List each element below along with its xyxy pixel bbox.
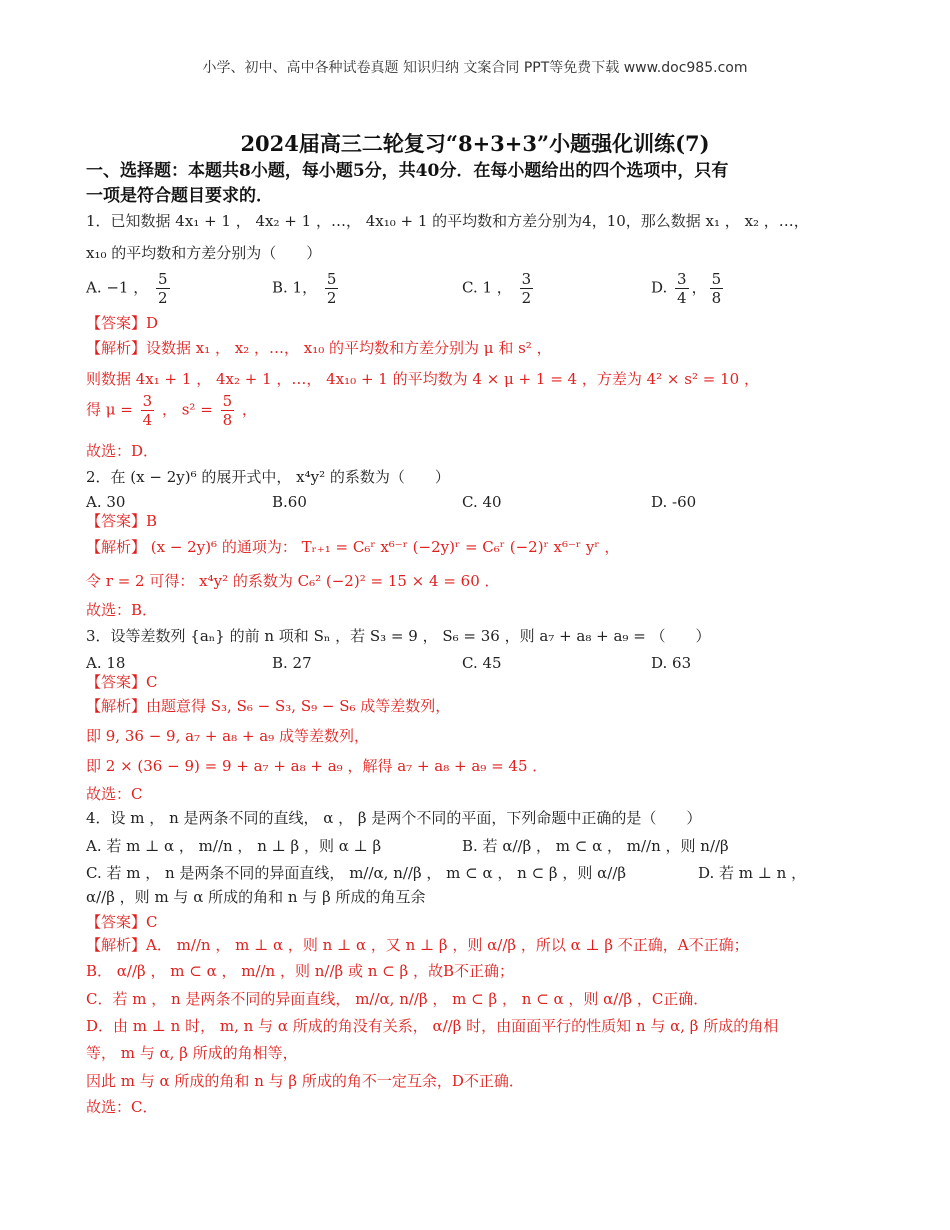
q1-exp3-num-2: 5 [222,392,233,410]
q4-explanation-line2: B． α//β ， m ⊂ α ， m//n ，则 n//β 或 n ⊂ β ，故B不正确； [86,962,514,980]
q4-explanation-line5: 等， m 与 α, β 所成的角相等， [86,1044,298,1062]
q3-answer: 【答案】C [86,673,158,691]
q1-exp3-fraction-1 [141,392,155,429]
q4-answer: 【答案】C [86,913,158,931]
section-heading-line1: 一、选择题：本题共8小题，每小题5分，共40分．在每小题给出的四个选项中，只有 [86,161,729,181]
q2-stem: 2．在 (x − 2y)⁶ 的展开式中， x⁴y² 的系数为（ ） [86,468,450,486]
q2-option-a: A. 30 [86,493,126,511]
q1-option-d-den-2: 8 [711,289,722,307]
q1-option-c-fraction [520,270,534,307]
q4-explanation-line1: 【解析】A． m//n ， m ⊥ α ，则 n ⊥ α ，又 n ⊥ β ，则 α//β ，所以 α ⊥ β 不正确，A不正确； [86,936,749,954]
q1-option-a-fraction [156,270,170,307]
q3-option-c: C. 45 [462,654,502,672]
q1-explanation-line3 [86,392,257,429]
q1-option-d-num-1: 3 [677,270,687,288]
q3-option-d: D. 63 [651,654,692,672]
q4-stem: 4．设 m ， n 是两条不同的直线， α ， β 是两个不同的平面，下列命题中正确的是（ ） [86,809,702,827]
q1-exp3-fraction-2 [221,392,235,429]
q1-exp3-den-1: 4 [142,411,153,429]
q3-explanation-line3: 即 2 × (36 − 9) = 9 + a₇ + a₈ + a₉ ，解得 a₇ + a₈ + a₉ = 45 ． [86,757,548,775]
q1-answer: 【答案】D [86,314,159,332]
q2-option-d: D. -60 [651,493,697,511]
q1-stem-line1: 1．已知数据 4x₁ + 1 ， 4x₂ + 1 ，…， 4x₁₀ + 1 的平均数和方差分别为4，10，那么数据 x₁ ， x₂ ，…， [86,212,809,230]
q4-conclusion: 故选：C． [86,1098,158,1116]
q1-option-d-den-1: 4 [677,289,687,307]
q2-explanation-line2: 令 r = 2 可得： x⁴y² 的系数为 C₆² (−2)² = 15 × 4 = 60 ． [86,572,500,590]
q1-exp3-mid: ， s² = [161,400,213,419]
q1-exp3-num-1: 3 [142,392,153,410]
q1-conclusion: 故选：D． [86,442,159,460]
q4-option-d-line2: α//β ，则 m 与 α 所成的角和 n 与 β 所成的角互余 [86,888,426,906]
q4-explanation-line4: D．由 m ⊥ n 时， m, n 与 α 所成的角没有关系， α//β 时，由面面平行的性质知 n 与 α, β 所成的角相 [86,1017,779,1035]
q2-answer: 【答案】B [86,512,158,530]
q4-option-c: C. 若 m ， n 是两条不同的异面直线， m//α, n//β ， m ⊂ α ， n ⊂ β ，则 α//β [86,864,627,882]
q1-option-a-label: A. −1 ， [86,278,149,297]
section-heading-line2: 一项是符合题目要求的． [86,186,273,206]
q1-exp3-den-2: 8 [222,411,233,429]
q3-stem: 3．设等差数列 {aₙ} 的前 n 项和 Sₙ ，若 S₃ = 9 ， S₆ = 36 ，则 a₇ + a₈ + a₉ = （ ） [86,627,711,645]
q1-stem-line2: x₁₀ 的平均数和方差分别为（ ） [86,244,322,262]
q1-exp3-suffix: ， [241,400,257,419]
q1-option-c-label: C. 1 ， [462,278,512,297]
q1-option-b [272,270,341,307]
q3-explanation-line2: 即 9, 36 − 9, a₇ + a₈ + a₉ 成等差数列， [86,727,369,745]
q4-explanation-line3: C．若 m ， n 是两条不同的异面直线， m//α, n//β ， m ⊂ β ， n ⊂ α ，则 α//β ，C正确． [86,990,709,1008]
q1-option-a-den: 2 [158,289,168,307]
q1-option-d-fraction-1 [675,270,689,307]
q3-conclusion: 故选：C [86,785,143,803]
q1-option-d-fraction-2 [710,270,724,307]
q1-option-a-num: 5 [158,270,168,288]
q1-exp3-prefix: 得 μ = [86,400,133,419]
q4-explanation-line6: 因此 m 与 α 所成的角和 n 与 β 所成的角不一定互余，D不正确． [86,1072,524,1090]
q1-option-d: D. $\frac{3}{4}$ ， $\frac{5}{8}$ [651,270,722,307]
site-header: 小学、初中、高中各种试卷真题 知识归纳 文案合同 PPT等免费下载 www.doc985.com [202,60,748,76]
q3-option-a: A. 18 [86,654,126,672]
q1-option-d-label: D. [651,278,668,297]
q4-option-d-line1: D. 若 m ⊥ n ， [698,864,807,882]
q1-option-b-num: 5 [326,270,337,288]
q2-explanation-line1: 【解析】 (x − 2y)⁶ 的通项为： Tᵣ₊₁ = C₆ʳ x⁶⁻ʳ (−2y)ʳ = C₆ʳ (−2)ʳ x⁶⁻ʳ yʳ ， [86,538,620,556]
q4-option-b: B. 若 α//β ， m ⊂ α ， m//n ，则 n//β [462,837,729,855]
q3-explanation-line1: 【解析】由题意得 S₃, S₆ − S₃, S₉ − S₆ 成等差数列， [86,697,451,715]
q2-option-c: C. 40 [462,493,502,511]
q2-option-b: B.60 [272,493,307,511]
q1-option-c [462,270,536,307]
q4-option-a: A. 若 m ⊥ α ， m//n ， n ⊥ β ，则 α ⊥ β [86,837,382,855]
q1-option-c-num: 3 [521,270,532,288]
q1-option-b-fraction [325,270,339,307]
q1-explanation-line2: 则数据 4x₁ + 1 ， 4x₂ + 1 ，…， 4x₁₀ + 1 的平均数为 4 × μ + 1 = 4 ，方差为 4² × s² = 10 ， [86,370,759,388]
q1-option-b-label: B. 1， [272,278,318,297]
q1-option-c-den: 2 [521,289,532,307]
q3-option-b: B. 27 [272,654,312,672]
q1-option-b-den: 2 [326,289,337,307]
q2-conclusion: 故选：B． [86,601,158,619]
q1-option-a [86,270,173,307]
q1-explanation-line1: 【解析】设数据 x₁ ， x₂ ，…， x₁₀ 的平均数和方差分别为 μ 和 s² ， [86,339,552,357]
page-title: 2024届高三二轮复习“8+3+3”小题强化训练(7) [240,131,710,156]
q1-option-d-num-2: 5 [711,270,722,288]
